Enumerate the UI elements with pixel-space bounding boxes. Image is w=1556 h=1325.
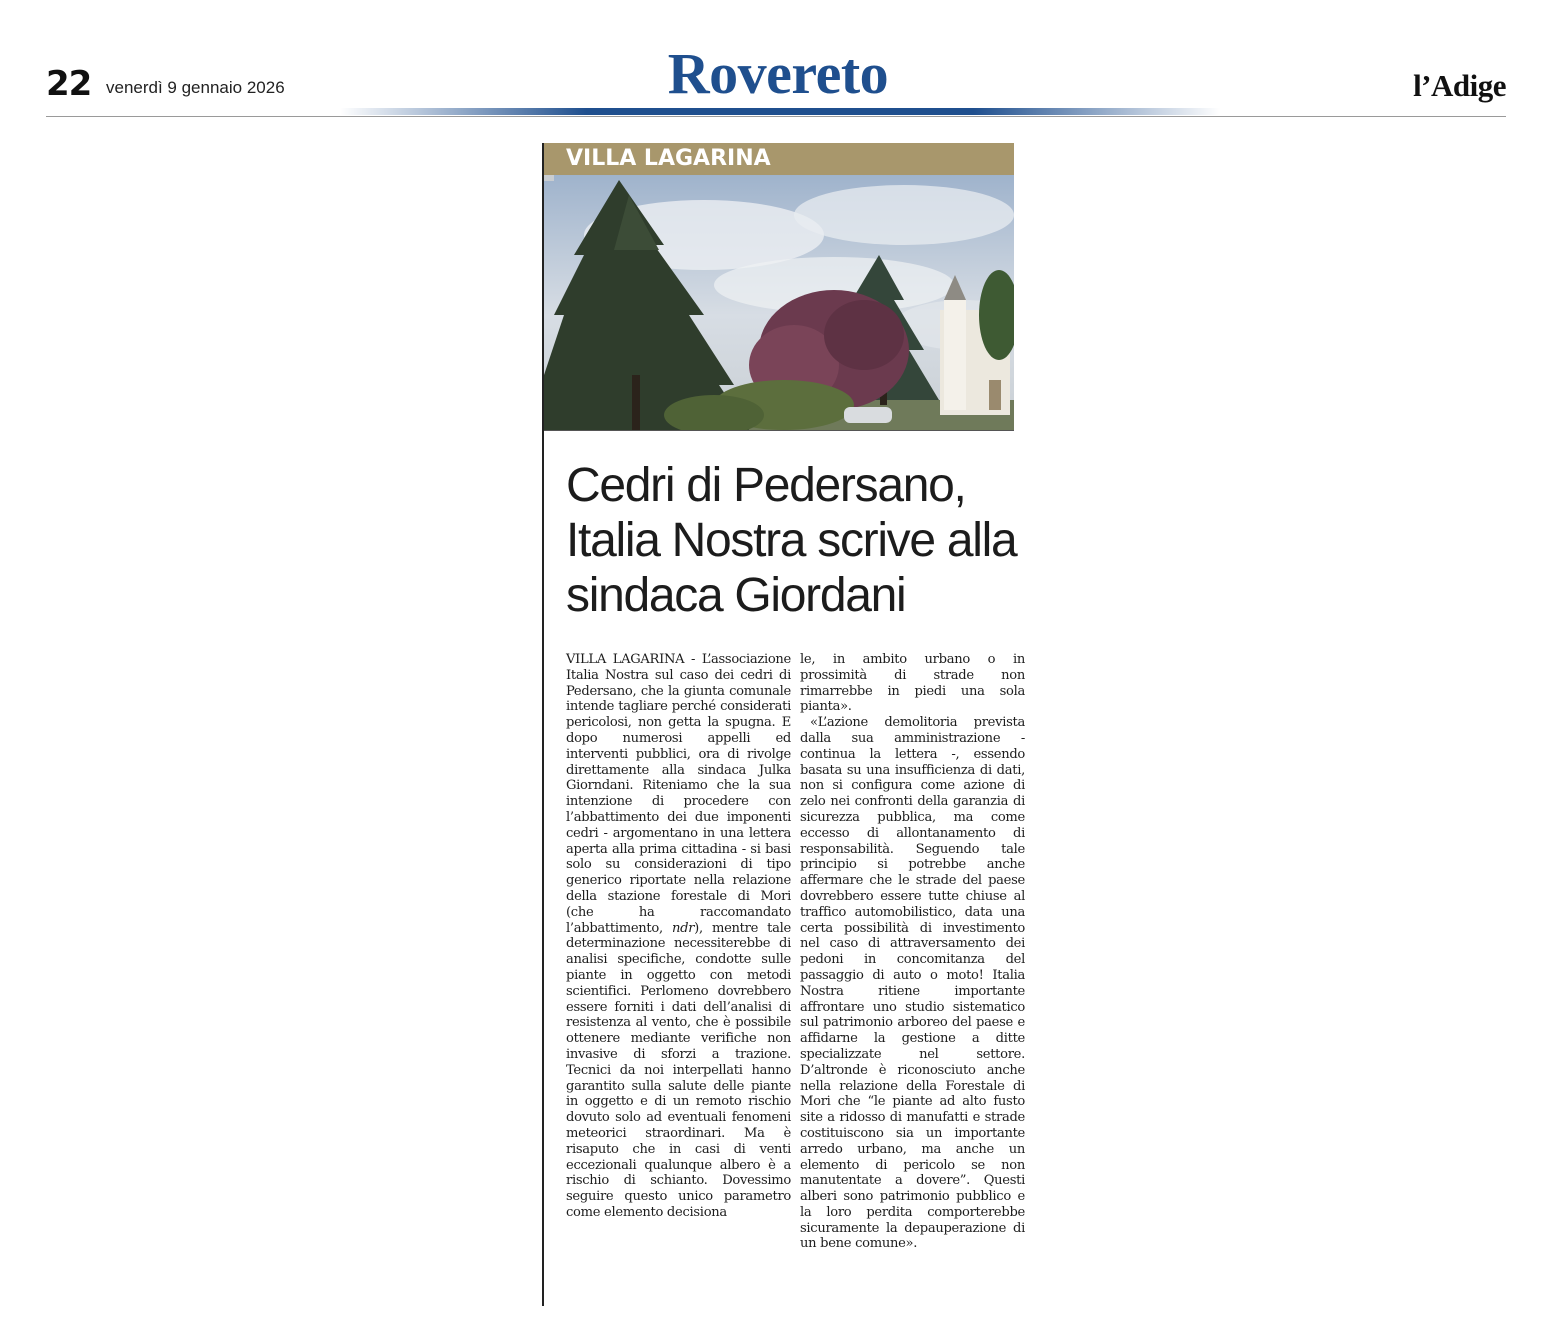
body-text-2: ), mentre tale determinazione necessiterebbe di analisi specifiche, condotte sulle piante in oggetto con metodi scientifici. Perlomeno dovrebbero essere forniti i dati dell’analisi di resistenza al vento, che è possibile ottenere mediante verifiche non invasive di sforzi a trazione. Tecnici da noi interpellati hanno garantito sulla salute delle piante in oggetto e di un remoto rischio dovuto solo ad eventuali fenomeni meteorici straordinari. Ma è risaputo che in casi di venti eccezionali qualunque albero è a rischio di schianto. Dovessimo seguire questo unico parametro come elemento decisiona: [566, 920, 791, 1220]
article-column-right: [800, 652, 1025, 1252]
body-text-1: - L’associazione Italia Nostra sul caso dei cedri di Pedersano, che la giunta comunale intende tagliare perché considerati pericolosi, non getta la spugna. E dopo numerosi appelli ed interventi pubblici, ora di rivolge direttamente alla sindaca Julka Giorndani. Riteniamo che la sua intenzione di procedere con l’abbattimento dei due imponenti cedri - argomentano in una lettera aperta alla prima cittadina - si basi solo su considerazioni di tipo generico riportate nella relazione della stazione forestale di Mori (che ha raccomandato l’abbattimento,: [566, 652, 791, 936]
page-number: 22: [46, 64, 92, 104]
body-paragraph-2: le, in ambito urbano o in prossimità di strade non rimarrebbe in piedi una sola pianta».: [800, 652, 1025, 715]
article-column-left: [566, 652, 791, 1221]
header-rule: [46, 116, 1506, 117]
body-paragraph-3: «L’azione demolitoria prevista dalla sua amministrazione - continua la lettera -, essendo basata su una insufficienza di dati, non si configura come azione di zelo nei confronti della garanzia di sicurezza pubblica, ma come eccesso di allontanamento di responsabilità. Seguendo tale principio si potrebbe anche affermare che le strade del paese dovrebbero essere tutte chiuse al traffico automobilistico, data una certa possibilità di investimento nel caso di attraversamento dei pedoni in concomitanza del passaggio di auto o moto! Italia Nostra ritiene importante affrontare uno studio sistematico sul patrimonio arboreo del paese e affidarne la gestione a ditte specializzate nel settore. D’altronde è riconosciuto anche nella relazione della Forestale di Mori che “le piante ad alto fusto site a ridosso di manufatti e strade costituiscono sia un importante arredo urbano, ma anche un elemento di pericolo se non manutentate a dovere”. Questi alberi sono patrimonio pubblico e la loro perdita comporterebbe sicuramente la depauperazione di un bene comune».: [800, 715, 1025, 1252]
header-rule-gradient: [340, 108, 1220, 115]
body-ndr: ndr: [671, 920, 695, 936]
dateline: VILLA LAGARINA: [566, 652, 685, 667]
article-kicker: [544, 143, 1014, 175]
page-date: venerdì 9 gennaio 2026: [106, 78, 285, 97]
kicker-label: VILLA LAGARINA: [566, 146, 771, 171]
article-photo: [544, 175, 1014, 431]
article-headline: Cedri di Pedersano, Italia Nostra scrive alla sindaca Giordani: [566, 459, 1017, 622]
body-paragraph-1: [566, 652, 791, 1221]
section-title: Rovereto: [667, 41, 889, 106]
masthead-logo: l’Adige: [1413, 68, 1506, 103]
